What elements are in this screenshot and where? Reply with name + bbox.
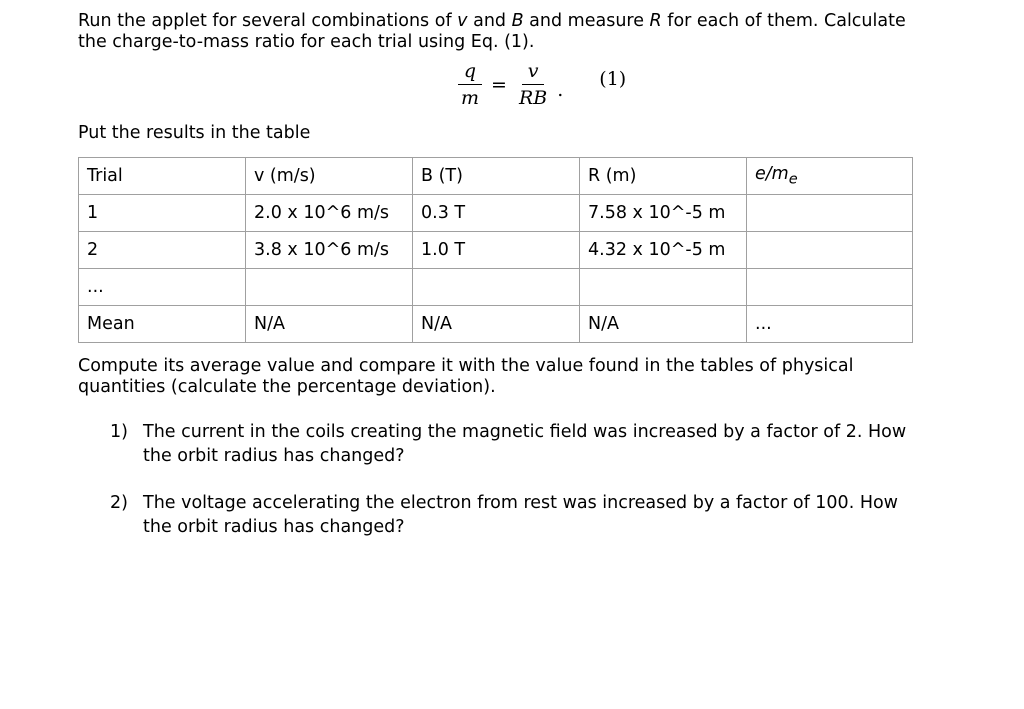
cell-radius: N/A bbox=[580, 306, 747, 343]
intro-text-2: and bbox=[467, 11, 512, 31]
cell-velocity: N/A bbox=[246, 306, 413, 343]
question-number: 2) bbox=[110, 493, 128, 513]
intro-text-4: for each of them. Calculate the charge-to-mass ratio for each trial using Eq. (1). bbox=[78, 11, 906, 52]
intro-var-b: B bbox=[511, 11, 524, 31]
question-text: The voltage accelerating the electron from rest was increased by a factor of 100. How the orbit radius has changed? bbox=[143, 493, 898, 537]
cell-field: N/A bbox=[413, 306, 580, 343]
cell-radius bbox=[580, 269, 747, 306]
table-row bbox=[79, 269, 913, 306]
cell-ratio bbox=[747, 195, 913, 232]
cell-trial: Mean bbox=[79, 306, 246, 343]
header-velocity: v (m/s) bbox=[246, 158, 413, 195]
question-number: 1) bbox=[110, 422, 128, 442]
cell-trial: ... bbox=[79, 269, 246, 306]
intro-text-3: and measure bbox=[523, 11, 650, 31]
table-row-mean bbox=[79, 306, 913, 343]
table-row bbox=[79, 195, 913, 232]
table-instruction: Put the results in the table bbox=[78, 123, 311, 143]
rhs-fraction bbox=[513, 60, 553, 109]
header-ratio-main: e/m bbox=[755, 164, 789, 185]
cell-radius: 4.32 x 10^-5 m bbox=[580, 232, 747, 269]
equation-number: (1) bbox=[599, 67, 627, 90]
cell-ratio bbox=[747, 269, 913, 306]
lhs-denominator: m bbox=[461, 87, 480, 109]
question-text: The current in the coils creating the magnetic field was increased by a factor of 2. How the orbit radius has changed? bbox=[143, 422, 907, 466]
header-trial: Trial bbox=[79, 158, 246, 195]
cell-ratio bbox=[747, 232, 913, 269]
equation-period: . bbox=[557, 78, 564, 101]
compute-paragraph: Compute its average value and compare it with the value found in the tables of physical quantities (calculate the percentage deviation). bbox=[78, 356, 854, 397]
header-radius: R (m) bbox=[580, 158, 747, 195]
results-table bbox=[78, 157, 913, 343]
question-item bbox=[110, 420, 930, 468]
cell-velocity bbox=[246, 269, 413, 306]
equation-1 bbox=[455, 60, 626, 109]
lhs-numerator: q bbox=[458, 60, 482, 85]
cell-field: 0.3 T bbox=[413, 195, 580, 232]
table-header-row bbox=[79, 158, 913, 195]
cell-trial: 1 bbox=[79, 195, 246, 232]
cell-field: 1.0 T bbox=[413, 232, 580, 269]
header-field: B (T) bbox=[413, 158, 580, 195]
equals-sign: = bbox=[491, 73, 507, 96]
cell-radius: 7.58 x 10^-5 m bbox=[580, 195, 747, 232]
cell-ratio: ... bbox=[747, 306, 913, 343]
question-item bbox=[110, 491, 930, 539]
cell-velocity: 2.0 x 10^6 m/s bbox=[246, 195, 413, 232]
cell-field bbox=[413, 269, 580, 306]
intro-text-1: Run the applet for several combinations of bbox=[78, 11, 458, 31]
header-ratio-sub: e bbox=[788, 170, 798, 188]
header-ratio bbox=[747, 158, 913, 195]
cell-trial: 2 bbox=[79, 232, 246, 269]
intro-var-v: v bbox=[457, 11, 468, 31]
table-row bbox=[79, 232, 913, 269]
rhs-numerator: v bbox=[522, 60, 545, 85]
intro-var-r: R bbox=[649, 11, 662, 31]
rhs-denominator: RB bbox=[518, 87, 548, 109]
intro-paragraph bbox=[78, 11, 938, 53]
lhs-fraction bbox=[455, 60, 485, 109]
cell-velocity: 3.8 x 10^6 m/s bbox=[246, 232, 413, 269]
